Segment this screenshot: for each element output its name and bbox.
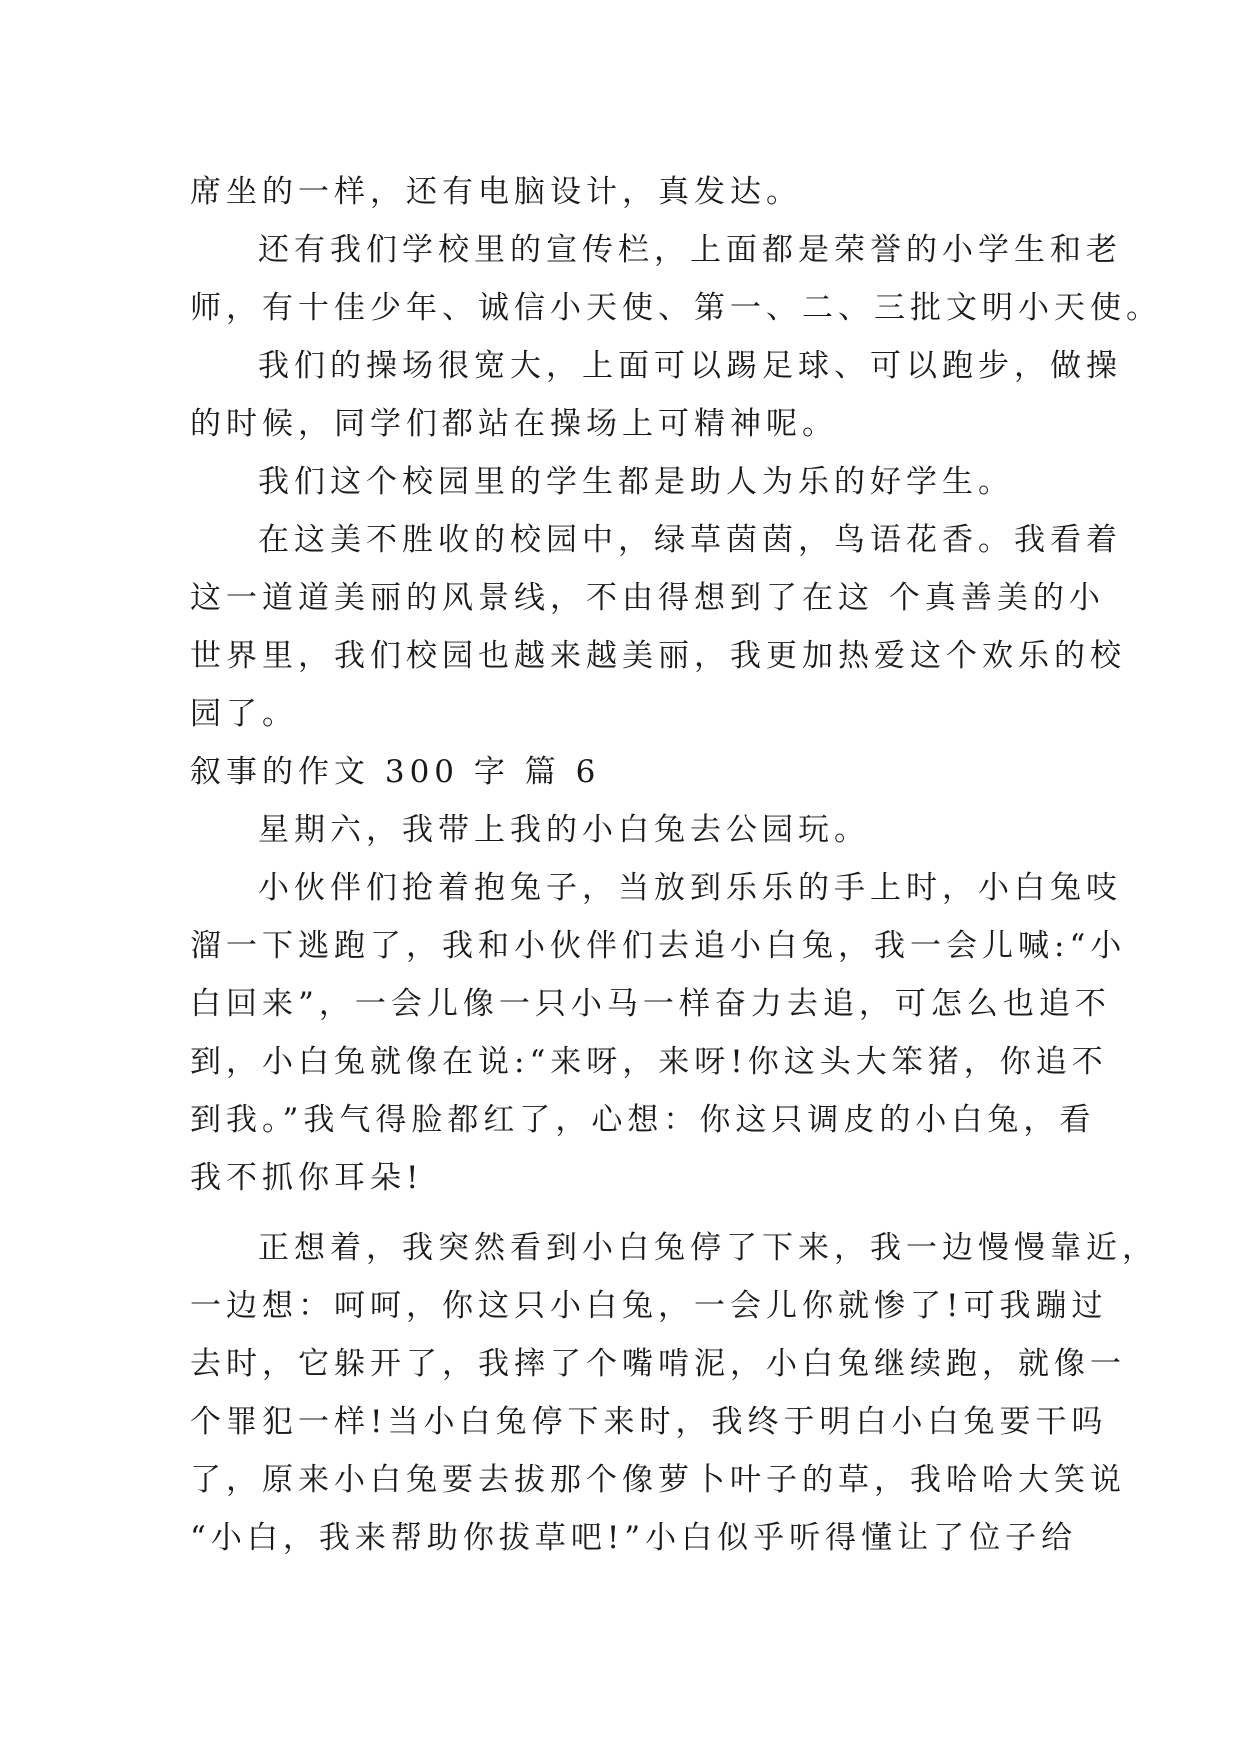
paragraph-first-line: 在这美不胜收的校园中，绿草茵茵，鸟语花香。我看着 bbox=[258, 522, 1122, 558]
text-line: 一边想：呵呵，你这只小白兔，一会儿你就惨了!可我蹦过 bbox=[190, 1288, 1108, 1324]
text-line: 白回来”，一会儿像一只小马一样奋力去追，可怎么也追不 bbox=[190, 986, 1111, 1022]
text-line: 了，原来小白兔要去拔那个像萝卜叶子的草，我哈哈大笑说 bbox=[190, 1462, 1126, 1498]
text-line: 我不抓你耳朵! bbox=[190, 1160, 424, 1196]
text-line: 的时候，同学们都站在操场上可精神呢。 bbox=[190, 406, 838, 442]
text-line: 世界里，我们校园也越来越美丽，我更加热爱这个欢乐的校 bbox=[190, 638, 1126, 674]
paragraph-first-line: 我们这个校园里的学生都是助人为乐的好学生。 bbox=[258, 464, 1014, 500]
text-line: “小白，我来帮助你拔草吧!”小白似乎听得懂让了位子给 bbox=[190, 1520, 1078, 1556]
text-line: 去时，它躲开了，我摔了个嘴啃泥，小白兔继续跑，就像一 bbox=[190, 1346, 1126, 1382]
text-line: 个罪犯一样!当小白兔停下来时，我终于明白小白兔要干吗 bbox=[190, 1404, 1108, 1440]
paragraph-first-line: 我们的操场很宽大，上面可以踢足球、可以跑步，做操 bbox=[258, 348, 1122, 384]
document-page bbox=[190, 163, 1162, 1567]
text-line: 园了。 bbox=[190, 696, 298, 732]
text-line: 师，有十佳少年、诚信小天使、第一、二、三批文明小天使。 bbox=[190, 290, 1162, 326]
text-line: 这一道道美丽的风景线，不由得想到了在这 个真善美的小 bbox=[190, 580, 1105, 616]
paragraph-first-line: 正想着，我突然看到小白兔停了下来，我一边慢慢靠近， bbox=[258, 1230, 1158, 1266]
paragraph-first-line: 还有我们学校里的宣传栏，上面都是荣誉的小学生和老 bbox=[258, 232, 1122, 268]
paragraph-first-line: 小伙伴们抢着抱兔子，当放到乐乐的手上时，小白兔吱 bbox=[258, 870, 1122, 906]
paragraph-first-line: 星期六，我带上我的小白兔去公园玩。 bbox=[258, 812, 870, 848]
text-line: 席坐的一样，还有电脑设计，真发达。 bbox=[190, 174, 802, 210]
text-line: 到我。”我气得脸都红了，心想：你这只调皮的小白兔，看 bbox=[190, 1102, 1096, 1138]
text-line: 到，小白兔就像在说:“来呀，来呀!你这头大笨猪，你追不 bbox=[190, 1044, 1108, 1080]
text-line: 叙事的作文 300 字 篇 6 bbox=[190, 754, 601, 790]
paragraph-gap bbox=[190, 1207, 1050, 1219]
text-line: 溜一下逃跑了，我和小伙伴们去追小白兔，我一会儿喊:“小 bbox=[190, 928, 1127, 964]
